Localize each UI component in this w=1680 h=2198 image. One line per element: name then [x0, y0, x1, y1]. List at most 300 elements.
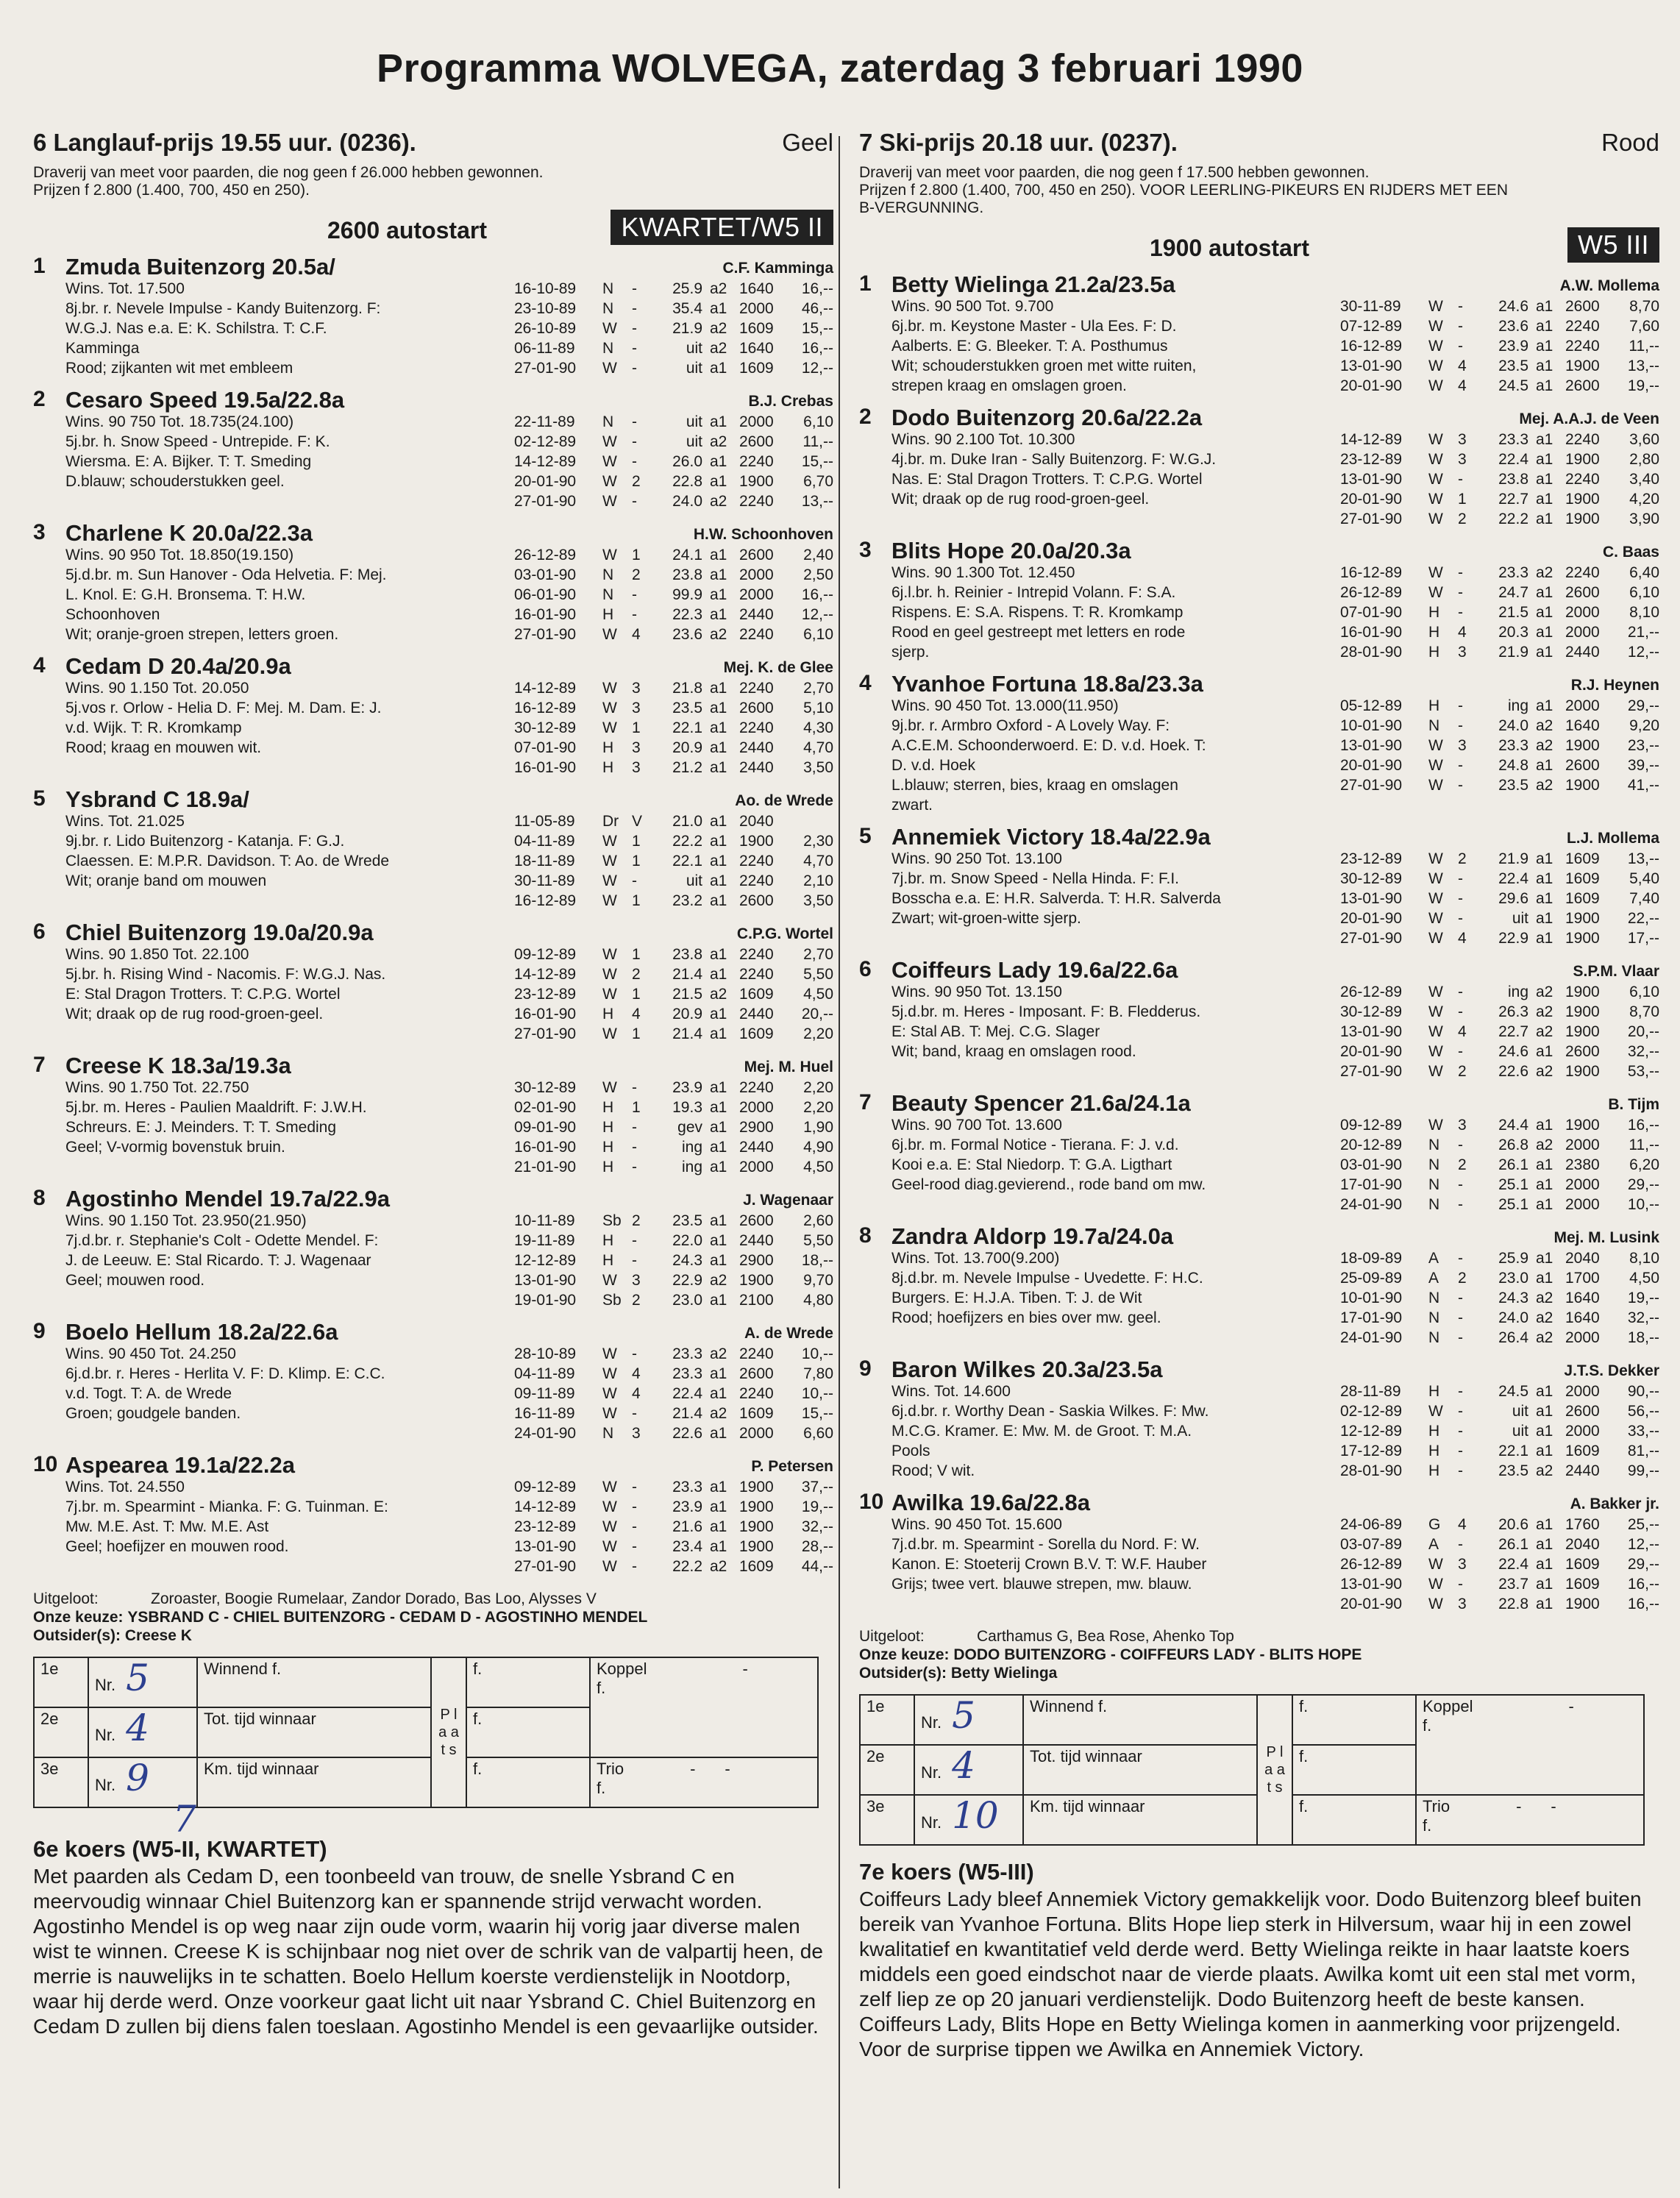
result-cell: 1609: [739, 986, 774, 1003]
horse-info-line: Wins. 90 450 Tot. 15.600: [891, 1516, 1062, 1533]
horse-info-line: Wins. 90 750 Tot. 18.735(24.100): [65, 413, 294, 430]
horse-body: [65, 1344, 833, 1443]
koppel-amount: f.: [597, 1679, 606, 1697]
result-row: [1340, 982, 1659, 1002]
result-cell: 12,--: [801, 606, 833, 623]
horse-info-line: 9j.br. r. Lido Buitenzorg - Katanja. F: G.J.: [65, 833, 345, 850]
result-cell: 2000: [739, 586, 774, 603]
horse-body: [891, 563, 1659, 662]
time-cell: Tot. tijd winnaar: [197, 1707, 431, 1757]
drawn-out-label: Uitgeloot:: [859, 1628, 925, 1645]
result-cell: 24.5: [1498, 1383, 1528, 1400]
horse-header: [33, 385, 833, 412]
horse-entry: [859, 822, 1659, 948]
result-row: [1340, 336, 1659, 356]
horse-info-line: Kooi e.a. E: Stal Niedorp. T: G.A. Ligthart: [891, 1156, 1172, 1173]
result-row: [1340, 430, 1659, 449]
horse-info-line: Kamminga: [65, 340, 140, 357]
result-cell: a1: [1536, 1250, 1553, 1267]
trio-cell[interactable]: [590, 1757, 818, 1807]
horse-driver: C. Baas: [1602, 544, 1659, 561]
result-cell: 15,--: [801, 1405, 833, 1422]
result-cell: 4: [1458, 377, 1467, 394]
result-row: [1340, 1288, 1659, 1308]
result-cell: W: [602, 1025, 617, 1042]
result-cell: 18-11-89: [514, 853, 575, 869]
horse-name: Aspearea 19.1a/22.2a: [65, 1452, 295, 1478]
result-cell: -: [632, 1159, 637, 1176]
horse-header: [33, 652, 833, 678]
result-cell: a1: [710, 966, 727, 983]
result-cell: 22.1: [1498, 1443, 1528, 1459]
result-cell: 27-01-90: [514, 360, 577, 377]
result-cell: W: [602, 986, 617, 1003]
result-cell: a1: [1536, 318, 1553, 335]
result-cell: 24.6: [1498, 1043, 1528, 1060]
plaats-amount[interactable]: f.: [1292, 1795, 1416, 1845]
race-column-6: [33, 129, 833, 2039]
result-cell: -: [632, 1538, 637, 1555]
result-cell: H: [602, 759, 614, 776]
bet-type-badge: KWARTET/W5 II: [611, 210, 833, 245]
result-cell: 2440: [739, 739, 774, 756]
result-cell: 26.8: [1498, 1137, 1528, 1153]
result-cell: 23.3: [1498, 564, 1528, 581]
result-cell: 4: [632, 1365, 641, 1382]
result-cell: 26.3: [1498, 1003, 1528, 1020]
result-cell: 3,50: [803, 892, 833, 909]
place-label: 2e: [34, 1707, 88, 1757]
result-cell: 7,60: [1629, 318, 1659, 335]
result-cell: 24.6: [1498, 298, 1528, 315]
result-row: [514, 605, 833, 625]
result-cell: -: [1458, 1196, 1463, 1213]
result-cell: 22.4: [672, 1385, 702, 1402]
result-cell: a1: [710, 719, 727, 736]
result-cell: 44,--: [801, 1558, 833, 1575]
our-choice-value: DODO BUITENZORG - COIFFEURS LADY - BLITS HOPE: [953, 1646, 1362, 1663]
horse-info-line: L.blauw; sterren, bies, kraag en omslagen: [891, 777, 1178, 794]
result-cell: W: [1428, 1023, 1443, 1040]
plaats-amount[interactable]: f.: [466, 1757, 590, 1807]
result-cell: a1: [710, 700, 727, 716]
result-cell: 1: [632, 1099, 641, 1116]
horse-info-line: 4j.br. m. Duke Iran - Sally Buitenzorg. F: W.G.J.: [891, 451, 1217, 468]
horse-entry: [33, 1451, 833, 1576]
result-row: [1340, 696, 1659, 716]
result-cell: W: [602, 1479, 617, 1495]
horse-entry: [33, 1317, 833, 1443]
result-row: [514, 1557, 833, 1576]
result-cell: 17-01-90: [1340, 1309, 1403, 1326]
result-cell: -: [1458, 1309, 1463, 1326]
horse-info-line: Wit; schouderstukken groen met witte ruiten,: [891, 358, 1197, 374]
plaats-amount[interactable]: f.: [466, 1657, 590, 1707]
result-cell: 19,--: [1627, 1290, 1659, 1306]
result-row: [514, 738, 833, 758]
nr-label: Nr.: [921, 1813, 942, 1832]
result-cell: a1: [710, 759, 727, 776]
result-cell: 37,--: [801, 1479, 833, 1495]
koppel-cell[interactable]: [1416, 1695, 1644, 1795]
result-cell: -: [632, 433, 637, 450]
result-cell: Sb: [602, 1292, 622, 1309]
result-cell: 03-07-89: [1340, 1536, 1403, 1553]
result-cell: 21.0: [672, 813, 702, 830]
outsider-label: Outsider(s):: [859, 1665, 947, 1682]
nr-cell[interactable]: [914, 1745, 1023, 1795]
koppel-dash: -: [1568, 1697, 1574, 1715]
result-cell: W: [1428, 1403, 1443, 1420]
result-cell: 23.5: [672, 1212, 702, 1229]
horse-driver: A. de Wrede: [744, 1325, 833, 1342]
result-cell: 3: [632, 1272, 641, 1289]
result-cell: 1609: [1565, 850, 1600, 867]
result-cell: 06-01-90: [514, 586, 577, 603]
result-cell: 26.0: [672, 453, 702, 470]
result-cell: 28-11-89: [1340, 1383, 1401, 1400]
trio-dash: -: [1551, 1797, 1556, 1815]
time-cell: Tot. tijd winnaar: [1023, 1745, 1257, 1795]
result-cell: 20.9: [672, 1006, 702, 1022]
result-cell: 2,70: [803, 680, 833, 697]
result-cell: 2,80: [1629, 451, 1659, 468]
result-cell: 21.4: [672, 1025, 702, 1042]
result-cell: 24.0: [1498, 1309, 1528, 1326]
result-cell: 23.3: [672, 1365, 702, 1382]
horse-info-line: Geel; mouwen rood.: [65, 1272, 205, 1289]
horse-results: [514, 1344, 833, 1443]
result-cell: 2240: [739, 493, 774, 510]
result-cell: 2240: [739, 946, 774, 963]
result-cell: a1: [710, 1099, 727, 1116]
result-row: [1340, 1175, 1659, 1195]
result-row: [1340, 1381, 1659, 1401]
result-cell: 1900: [739, 473, 774, 490]
result-cell: 1900: [1565, 358, 1600, 374]
result-row: [1340, 1022, 1659, 1042]
horse-info: [891, 296, 1303, 396]
result-cell: uit: [1512, 910, 1528, 927]
horse-entry: [859, 270, 1659, 396]
result-cell: 27-01-90: [1340, 511, 1403, 527]
horse-name: Beauty Spencer 21.6a/24.1a: [891, 1090, 1191, 1116]
result-cell: 6,60: [803, 1425, 833, 1442]
result-cell: 1640: [1565, 1309, 1600, 1326]
result-cell: W: [602, 433, 617, 450]
result-cell: 24-06-89: [1340, 1516, 1403, 1533]
result-row: [514, 1004, 833, 1024]
horse-info: [65, 811, 477, 891]
koppel-dash: -: [742, 1660, 748, 1678]
horse-info-line: 6j.d.br. r. Worthy Dean - Saskia Wilkes. F: Mw.: [891, 1403, 1209, 1420]
nr-label: Nr.: [95, 1676, 116, 1694]
result-cell: 13-01-90: [1340, 1576, 1403, 1593]
koppel-label: Koppel: [597, 1660, 647, 1678]
result-cell: 3: [632, 700, 641, 716]
result-cell: -: [632, 1119, 637, 1136]
result-cell: 10-01-90: [1340, 1290, 1403, 1306]
result-cell: -: [1458, 1137, 1463, 1153]
result-cell: W: [1428, 737, 1443, 754]
result-cell: 23-12-89: [1340, 850, 1403, 867]
result-cell: 1700: [1565, 1270, 1600, 1287]
horse-header: [859, 403, 1659, 430]
result-cell: 24.8: [1498, 757, 1528, 774]
result-cell: -: [632, 1498, 637, 1515]
result-cell: 26.1: [1498, 1536, 1528, 1553]
horse-body: [65, 545, 833, 644]
result-cell: W: [1428, 1596, 1443, 1612]
result-cell: 16-12-89: [514, 892, 577, 909]
result-cell: 2000: [739, 1159, 774, 1176]
result-cell: 09-12-89: [514, 946, 577, 963]
nr-cell[interactable]: [914, 1695, 1023, 1745]
result-cell: 13-01-90: [1340, 471, 1403, 488]
result-cell: 26.4: [1498, 1329, 1528, 1346]
result-cell: N: [1428, 1156, 1440, 1173]
result-cell: 14-12-89: [514, 966, 577, 983]
result-cell: 23.0: [1498, 1270, 1528, 1287]
race-distance: 1900 autostart: [1150, 235, 1309, 261]
horse-info: [891, 849, 1303, 928]
result-cell: -: [1458, 1383, 1463, 1400]
result-cell: a1: [710, 547, 727, 563]
horse-info: [891, 1515, 1303, 1594]
result-row: [1340, 296, 1659, 316]
result-cell: -: [1458, 1576, 1463, 1593]
result-cell: -: [1458, 338, 1463, 355]
result-cell: W: [1428, 870, 1443, 887]
horse-info-line: Wins. 90 450 Tot. 24.250: [65, 1345, 236, 1362]
result-cell: 22.7: [1498, 1023, 1528, 1040]
result-cell: 2240: [739, 966, 774, 983]
result-row: [1340, 1195, 1659, 1214]
horse-name: Awilka 19.6a/22.8a: [891, 1490, 1091, 1515]
result-cell: a1: [1536, 1596, 1553, 1612]
result-cell: 22.8: [672, 473, 702, 490]
result-cell: 53,--: [1627, 1063, 1659, 1080]
result-row: [514, 1364, 833, 1384]
result-cell: 1640: [1565, 1290, 1600, 1306]
result-row: [1340, 1002, 1659, 1022]
result-cell: 4: [632, 626, 641, 643]
result-cell: 2600: [1565, 298, 1600, 315]
horse-info-line: 5j.d.br. m. Sun Hanover - Oda Helvetia. F: Mej.: [65, 566, 387, 583]
result-row: [1340, 622, 1659, 642]
horse-driver: H.W. Schoonhoven: [693, 526, 833, 543]
result-cell: 22.9: [1498, 930, 1528, 947]
handwritten-number: 4: [952, 1744, 975, 1787]
result-cell: a2: [710, 340, 727, 357]
result-cell: a1: [1536, 1043, 1553, 1060]
result-cell: 4,20: [1629, 491, 1659, 508]
result-cell: 2440: [739, 759, 774, 776]
result-row: [1340, 928, 1659, 948]
horse-number: 7: [859, 1090, 872, 1114]
horse-driver: Mej. M. Lusink: [1553, 1229, 1659, 1246]
result-cell: 23.7: [1498, 1576, 1528, 1593]
result-cell: 3,50: [803, 759, 833, 776]
result-cell: N: [602, 413, 614, 430]
horse-body: [891, 296, 1659, 396]
result-cell: 2,30: [803, 833, 833, 850]
result-cell: 23.3: [672, 1345, 702, 1362]
result-cell: a1: [710, 1212, 727, 1229]
result-cell: a1: [1536, 1270, 1553, 1287]
result-cell: -: [632, 1558, 637, 1575]
horse-name: Zandra Aldorp 19.7a/24.0a: [891, 1223, 1174, 1249]
result-cell: W: [1428, 338, 1443, 355]
result-cell: 2000: [1565, 1383, 1600, 1400]
result-cell: W: [602, 892, 617, 909]
handwritten-number: 4: [126, 1707, 149, 1749]
horse-driver: Mej. K. de Glee: [723, 659, 833, 676]
result-cell: 23.9: [1498, 338, 1528, 355]
result-cell: H: [1428, 697, 1440, 714]
trio-cell[interactable]: [1416, 1795, 1644, 1845]
koppel-cell[interactable]: [590, 1657, 818, 1757]
result-cell: a1: [710, 1139, 727, 1156]
result-cell: N: [602, 566, 614, 583]
result-cell: a1: [1536, 1536, 1553, 1553]
result-cell: W: [1428, 431, 1443, 448]
result-cell: 2000: [1565, 1137, 1600, 1153]
result-cell: a1: [710, 413, 727, 430]
result-cell: 20.3: [1498, 624, 1528, 641]
result-cell: a2: [710, 1272, 727, 1289]
result-cell: 1900: [1565, 910, 1600, 927]
result-cell: a1: [1536, 298, 1553, 315]
horse-info-line: v.d. Togt. T: A. de Wrede: [65, 1385, 232, 1402]
result-cell: 4: [632, 1385, 641, 1402]
result-cell: -: [632, 453, 637, 470]
result-cell: 21.4: [672, 966, 702, 983]
result-cell: W: [1428, 1003, 1443, 1020]
plaats-amount[interactable]: f.: [1292, 1695, 1416, 1745]
horse-results: [514, 1211, 833, 1310]
result-cell: 07-12-89: [1340, 318, 1403, 335]
result-cell: W: [602, 1498, 617, 1515]
result-cell: 07-01-90: [1340, 604, 1403, 621]
result-cell: a1: [1536, 1443, 1553, 1459]
result-cell: H: [602, 1006, 614, 1022]
plaats-label: P l a a t s: [431, 1657, 466, 1807]
result-cell: 27-01-90: [514, 1558, 577, 1575]
result-cell: 1900: [739, 1272, 774, 1289]
result-cell: -: [632, 606, 637, 623]
result-cell: H: [602, 1232, 614, 1249]
horse-body: [65, 945, 833, 1044]
result-cell: 20.9: [672, 739, 702, 756]
drawn-out: [33, 1590, 833, 1608]
horse-entry: [859, 1222, 1659, 1348]
result-cell: 3,40: [1629, 471, 1659, 488]
result-cell: 2600: [1565, 377, 1600, 394]
result-cell: 1609: [739, 360, 774, 377]
result-cell: -: [1458, 870, 1463, 887]
plaats-amount[interactable]: f.: [1292, 1745, 1416, 1795]
result-cell: N: [602, 300, 614, 317]
horse-name: Agostinho Mendel 19.7a/22.9a: [65, 1186, 391, 1212]
result-row: [514, 1098, 833, 1117]
result-cell: A: [1428, 1250, 1439, 1267]
nr-cell[interactable]: [914, 1795, 1023, 1845]
nr-cell[interactable]: [88, 1707, 197, 1757]
result-cell: H: [602, 1252, 614, 1269]
result-cell: a1: [1536, 511, 1553, 527]
result-cell: H: [1428, 1383, 1440, 1400]
result-cell: 30-12-89: [1340, 1003, 1403, 1020]
result-cell: 39,--: [1627, 757, 1659, 774]
outsider-value: Betty Wielinga: [950, 1665, 1058, 1682]
result-cell: 29,--: [1627, 1556, 1659, 1573]
condition-line: Draverij van meet voor paarden, die nog geen f 26.000 hebben gewonnen.: [33, 164, 544, 181]
result-cell: 4,80: [803, 1292, 833, 1309]
result-cell: W: [602, 1385, 617, 1402]
result-row: [514, 472, 833, 491]
horse-info-line: Schreurs. E: J. Meinders. T: T. Smeding: [65, 1119, 337, 1136]
horse-body: [891, 849, 1659, 948]
horse-results: [1340, 563, 1659, 662]
result-cell: 1900: [1565, 1023, 1600, 1040]
horse-driver: J.T.S. Dekker: [1564, 1362, 1659, 1379]
result-cell: W: [602, 547, 617, 563]
result-cell: W: [602, 320, 617, 337]
result-cell: W: [602, 872, 617, 889]
result-row: [514, 1078, 833, 1098]
plaats-amount[interactable]: f.: [466, 1707, 590, 1757]
result-cell: 2: [632, 566, 641, 583]
result-cell: 1609: [1565, 1576, 1600, 1593]
our-choice: [859, 1646, 1659, 1664]
result-cell: 2,70: [803, 946, 833, 963]
plaats-label: P l a a t s: [1257, 1695, 1292, 1845]
result-cell: a2: [1536, 1003, 1553, 1020]
result-cell: 1: [632, 547, 641, 563]
result-cell: 14-12-89: [514, 680, 577, 697]
result-cell: a2: [710, 986, 727, 1003]
horse-results: [1340, 430, 1659, 529]
race-title: 6 Langlauf-prijs 19.55 uur. (0236).: [33, 129, 416, 156]
our-choice-label: Onze keuze:: [859, 1646, 950, 1663]
horse-info-line: Wins. 90 950 Tot. 13.150: [891, 984, 1062, 1000]
result-cell: 4: [1458, 624, 1467, 641]
horse-results: [1340, 1381, 1659, 1481]
result-cell: 3: [1458, 1556, 1467, 1573]
horse-driver: B. Tijm: [1608, 1096, 1659, 1113]
result-cell: -: [1458, 757, 1463, 774]
result-cell: 1900: [1565, 511, 1600, 527]
race-analysis-text: Coiffeurs Lady bleef Annemiek Victory gemakkelijk voor. Dodo Buitenzorg bleef buiten bereik van Yvanhoe Fortuna. Blits Hope liep sterk in Hilversum, waar hij in een zowel kwalitatief en kwantitatief veld derde werd. Betty Wielinga reikte in haar laatste koers middels een goed eindschot naar de vierde plaats. Awilka komt uit een stal met vorm, zelf liep ze op 20 januari verdienstelijk. Dodo Buitenzorg heeft de beste kansen. Coiffeurs Lady, Blits Hope en Betty Wielinga komen in aanmerking voor prijzengeld. Voor de surprise tippen we Awilka en Annemiek Victory.: [859, 1888, 1642, 2060]
result-cell: 1900: [739, 1518, 774, 1535]
result-row: [514, 585, 833, 605]
result-row: [514, 491, 833, 511]
result-cell: a1: [1536, 697, 1553, 714]
result-cell: 2,20: [803, 1079, 833, 1096]
result-row: [514, 625, 833, 644]
result-cell: 7,40: [1629, 890, 1659, 907]
horse-results: [514, 412, 833, 511]
horse-driver: R.J. Heynen: [1570, 677, 1659, 694]
our-choice: [33, 1608, 833, 1626]
horse-number: 1: [859, 271, 872, 296]
horse-info-line: Wit; oranje band om mouwen: [65, 872, 267, 889]
result-cell: 46,--: [801, 300, 833, 317]
result-cell: ing: [681, 1159, 702, 1176]
nr-cell[interactable]: [88, 1657, 197, 1707]
trio-amount: f.: [1423, 1816, 1432, 1835]
